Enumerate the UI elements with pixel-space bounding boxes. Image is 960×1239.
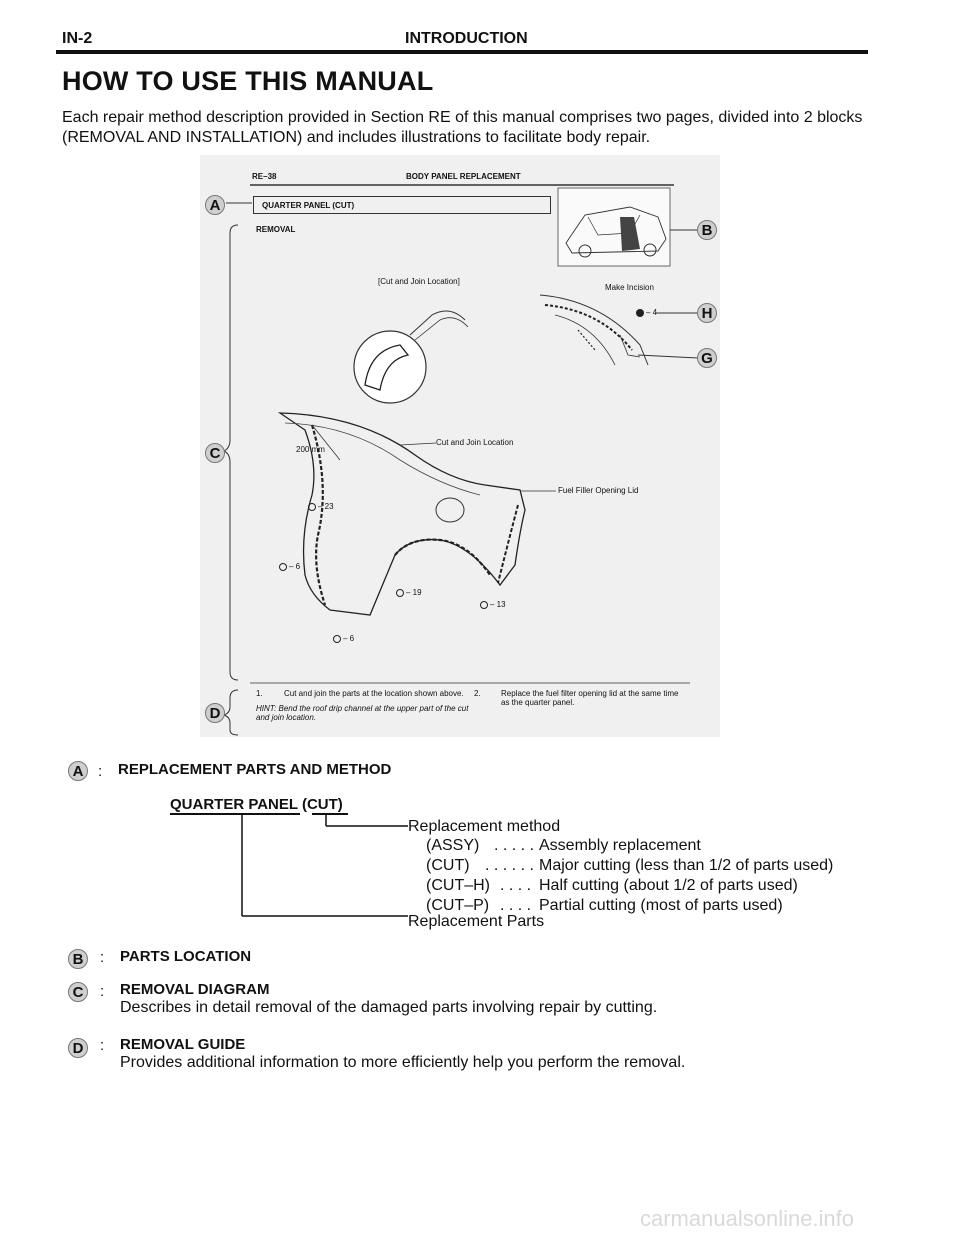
- page-number: IN-2: [62, 30, 93, 47]
- callout-h-icon: H: [697, 303, 717, 323]
- method-code: (ASSY): [426, 837, 480, 854]
- callout-a-icon: A: [205, 195, 225, 215]
- weld-count: – 6: [289, 562, 301, 571]
- legend-d-title: REMOVAL GUIDE: [120, 1036, 246, 1053]
- figure-dimension: 200 mm: [296, 445, 325, 454]
- figure-page-title: BODY PANEL REPLACEMENT: [406, 172, 521, 181]
- figure-panel-label: QUARTER PANEL (CUT): [253, 196, 551, 214]
- replacement-parts-label: Replacement Parts: [408, 913, 545, 930]
- legend-b-title: PARTS LOCATION: [120, 948, 252, 965]
- weld-count: – 19: [406, 588, 422, 597]
- legend-d-colon: :: [100, 1037, 105, 1054]
- figure-page-ref: RE–38: [252, 172, 277, 181]
- legend-a-title: REPLACEMENT PARTS AND METHOD: [118, 761, 392, 778]
- method-dots: . . . . .: [494, 837, 535, 854]
- legend-d-icon: D: [68, 1038, 88, 1058]
- figure-cut-and-join: Cut and Join Location: [436, 438, 514, 447]
- figure-removal-label: REMOVAL: [256, 225, 296, 234]
- figure-step1-num: 1.: [256, 689, 263, 698]
- intro-paragraph: Each repair method description provided in Section RE of this manual comprises two pages, divided into 2 blocks (REMOVAL AND INSTALLATION) and includes illustrations to facilitate body repair.: [62, 109, 863, 146]
- figure-step2-num: 2.: [474, 689, 481, 698]
- legend-a-icon: A: [68, 761, 88, 781]
- method-code: (CUT): [426, 857, 470, 874]
- callout-g-icon: G: [697, 348, 717, 368]
- method-code: (CUT–H): [426, 877, 490, 894]
- section-title: INTRODUCTION: [405, 30, 528, 47]
- legend-c-colon: :: [100, 983, 105, 1000]
- legend-b-icon: B: [68, 949, 88, 969]
- legend-c-title: REMOVAL DIAGRAM: [120, 981, 270, 998]
- callout-d-icon: D: [205, 703, 225, 723]
- method-dots: . . . .: [500, 897, 532, 914]
- manual-page-figure: [200, 155, 720, 737]
- figure-fuel-filler: Fuel Filler Opening Lid: [558, 486, 639, 495]
- method-dots: . . . .: [500, 877, 532, 894]
- callout-b-icon: B: [697, 220, 717, 240]
- figure-hint: HINT: Bend the roof drip channel at the upper part of the cut and join location.: [256, 704, 469, 722]
- callout-c-icon: C: [205, 443, 225, 463]
- watermark: carmanualsonline.info: [640, 1206, 855, 1231]
- figure-step1-text: Cut and join the parts at the location shown above.: [284, 689, 464, 698]
- header-rule: [56, 50, 868, 54]
- figure-cut-join-bracket: [Cut and Join Location]: [378, 277, 460, 286]
- example-panel-label: QUARTER PANEL (CUT): [170, 796, 343, 813]
- method-desc: Assembly replacement: [539, 837, 701, 854]
- method-dots: . . . . . .: [485, 857, 534, 874]
- legend-b-colon: :: [100, 949, 105, 966]
- figure-step2-text: Replace the fuel filter opening lid at the same time as the quarter panel.: [501, 689, 679, 707]
- legend-c-icon: C: [68, 982, 88, 1002]
- legend-d-desc: Provides additional information to more efficiently help you perform the removal.: [120, 1054, 686, 1071]
- weld-count: – 4: [646, 308, 658, 317]
- method-code: (CUT–P): [426, 897, 490, 914]
- weld-count: – 13: [490, 600, 506, 609]
- method-desc: Major cutting (less than 1/2 of parts used): [539, 857, 834, 874]
- legend-c-desc: Describes in detail removal of the damaged parts involving repair by cutting.: [120, 999, 658, 1016]
- page-heading: HOW TO USE THIS MANUAL: [62, 66, 434, 96]
- figure-make-incision: Make Incision: [605, 283, 654, 292]
- method-desc: Half cutting (about 1/2 of parts used): [539, 877, 798, 894]
- weld-count: – 6: [343, 634, 355, 643]
- weld-count: – 23: [318, 502, 334, 511]
- replacement-method-label: Replacement method: [408, 818, 561, 835]
- method-desc: Partial cutting (most of parts used): [539, 897, 783, 914]
- legend-connector-lines: [160, 812, 420, 922]
- legend-a-colon: :: [98, 763, 103, 780]
